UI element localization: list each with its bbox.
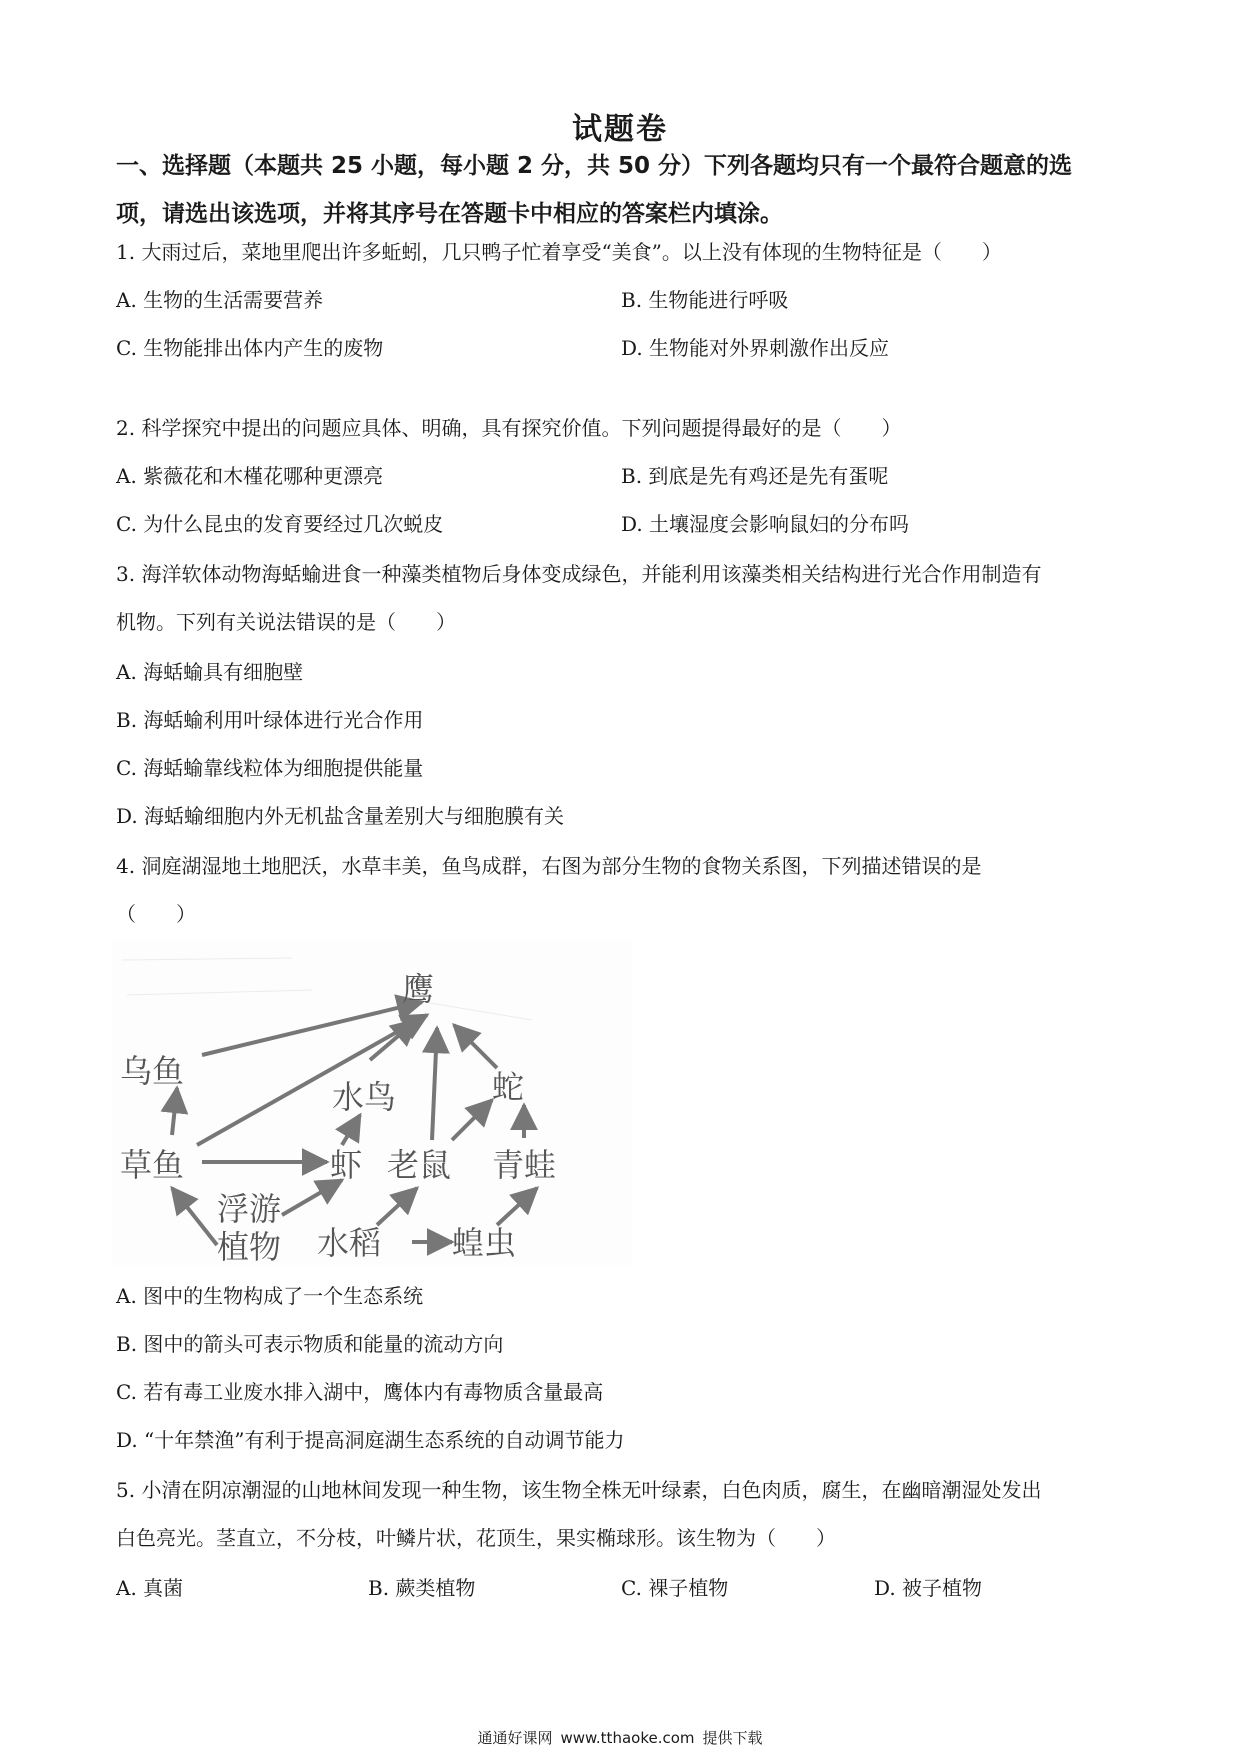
question-4-option-a: A. 图中的生物构成了一个生态系统 bbox=[116, 1284, 424, 1308]
node-rat: 老鼠 bbox=[387, 1146, 452, 1184]
question-3-stem-line2: 机物。下列有关说法错误的是（ ） bbox=[116, 610, 456, 634]
question-4-stem-line1: 4. 洞庭湖湿地土地肥沃，水草丰美，鱼鸟成群，右图为部分生物的食物关系图，下列描述错误的是 bbox=[116, 854, 982, 878]
node-plankton-line2: 植物 bbox=[217, 1228, 282, 1265]
node-grasscarp: 草鱼 bbox=[120, 1146, 185, 1184]
question-1-option-c: C. 生物能排出体内产生的废物 bbox=[116, 336, 384, 360]
page-title: 试题卷 bbox=[572, 112, 668, 147]
node-shrimp: 虾 bbox=[330, 1146, 363, 1184]
section-heading-line2: 项，请选出该选项，并将其序号在答题卡中相应的答案栏内填涂。 bbox=[116, 201, 783, 227]
question-5-stem-line2: 白色亮光。茎直立，不分枝，叶鳞片状，花顶生，果实椭球形。该生物为（ ） bbox=[116, 1526, 836, 1550]
question-5-option-b: B. 蕨类植物 bbox=[368, 1576, 476, 1600]
question-5-option-a: A. 真菌 bbox=[116, 1576, 184, 1600]
footer-suffix: 提供下载 bbox=[702, 1729, 763, 1747]
node-waterbird: 水鸟 bbox=[332, 1078, 397, 1116]
question-3-option-b: B. 海蛞蝓利用叶绿体进行光合作用 bbox=[116, 708, 424, 732]
question-3-option-d: D. 海蛞蝓细胞内外无机盐含量差别大与细胞膜有关 bbox=[116, 804, 565, 828]
footer-site-url[interactable]: www.tthaoke.com bbox=[560, 1729, 695, 1747]
question-4-option-d: D. “十年禁渔”有利于提高洞庭湖生态系统的自动调节能力 bbox=[116, 1428, 625, 1452]
question-2-stem: 2. 科学探究中提出的问题应具体、明确，具有探究价值。下列问题提得最好的是（ ） bbox=[116, 416, 902, 440]
question-3-option-a: A. 海蛞蝓具有细胞壁 bbox=[116, 660, 304, 684]
question-4-option-c: C. 若有毒工业废水排入湖中，鹰体内有毒物质含量最高 bbox=[116, 1380, 604, 1404]
question-4-option-b: B. 图中的箭头可表示物质和能量的流动方向 bbox=[116, 1332, 504, 1356]
question-1-option-d: D. 生物能对外界刺激作出反应 bbox=[621, 336, 890, 360]
node-rice: 水稻 bbox=[317, 1224, 382, 1262]
question-2-option-d: D. 土壤湿度会影响鼠妇的分布吗 bbox=[621, 512, 910, 536]
node-eagle: 鹰 bbox=[402, 970, 435, 1008]
question-2-option-b: B. 到底是先有鸡还是先有蛋呢 bbox=[621, 464, 889, 488]
node-locust: 蝗虫 bbox=[452, 1224, 517, 1262]
question-1-stem: 1. 大雨过后，菜地里爬出许多蚯蚓，几只鸭子忙着享受“美食”。以上没有体现的生物特征是（ ） bbox=[116, 240, 1002, 264]
section-heading-line1: 一、选择题（本题共 25 小题，每小题 2 分，共 50 分）下列各题均只有一个最符合题意的选 bbox=[116, 153, 1073, 179]
footer-site-name: 通通好课网 bbox=[477, 1729, 553, 1747]
question-3-option-c: C. 海蛞蝓靠线粒体为细胞提供能量 bbox=[116, 756, 424, 780]
question-2-option-c: C. 为什么昆虫的发育要经过几次蜕皮 bbox=[116, 512, 444, 536]
question-5-option-d: D. 被子植物 bbox=[874, 1576, 983, 1600]
question-5-stem-line1: 5. 小清在阴凉潮湿的山地林间发现一种生物，该生物全株无叶绿素，白色肉质，腐生，在幽暗潮湿处发出 bbox=[116, 1478, 1042, 1502]
question-4-stem-line2: （ ） bbox=[116, 902, 196, 926]
question-1-option-a: A. 生物的生活需要营养 bbox=[116, 288, 324, 312]
question-2-option-a: A. 紫薇花和木槿花哪种更漂亮 bbox=[116, 464, 384, 488]
question-3-stem-line1: 3. 海洋软体动物海蛞蝓进食一种藻类植物后身体变成绿色，并能利用该藻类相关结构进行光合作用制造有 bbox=[116, 562, 1042, 586]
question-1-option-b: B. 生物能进行呼吸 bbox=[621, 288, 789, 312]
page-footer bbox=[0, 1727, 1240, 1748]
node-plankton-line1: 浮游 bbox=[217, 1190, 282, 1228]
question-5-option-c: C. 裸子植物 bbox=[621, 1576, 729, 1600]
node-frog: 青蛙 bbox=[492, 1146, 557, 1184]
node-snakehead: 乌鱼 bbox=[120, 1052, 185, 1090]
node-snake: 蛇 bbox=[492, 1068, 525, 1106]
food-web-diagram bbox=[112, 940, 632, 1265]
